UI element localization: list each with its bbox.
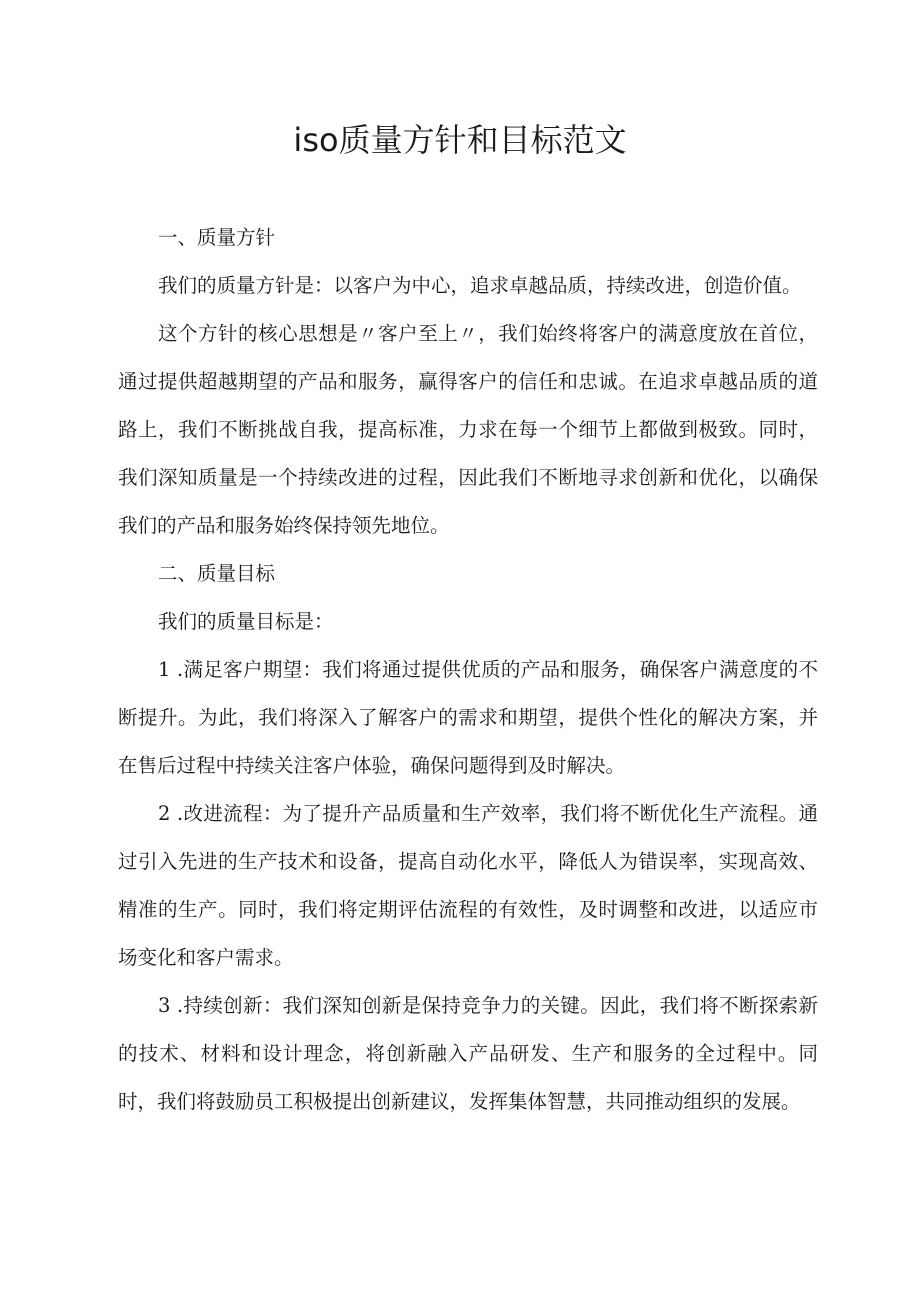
document-title: iso质量方针和目标范文: [293, 121, 627, 159]
section-heading-objectives: 二、质量目标: [158, 562, 276, 585]
list-item: 2 .改进流程：为了提升产品质量和生产效率，我们将不断优化生产流程。通过引入先进的生产技术和设备，提高自动化水平，降低人为错误率，实现高效、精准的生产。同时，我们将定期评估流程的有效性，及时调整和改进，以适应市场变化和客户需求。: [118, 802, 818, 969]
paragraph: 我们的质量方针是：以客户为中心，追求卓越品质，持续改进，创造价值。: [158, 274, 802, 297]
list-item: 1 .满足客户期望：我们将通过提供优质的产品和服务，确保客户满意度的不断提升。为此，我们将深入了解客户的需求和期望，提供个性化的解决方案，并在售后过程中持续关注客户体验，确保问题得到及时解决。: [118, 658, 818, 777]
paragraph: 这个方针的核心思想是〃客户至上〃，我们始终将客户的满意度放在首位，通过提供超越期望的产品和服务，赢得客户的信任和忠诚。在追求卓越品质的道路上，我们不断挑战自我，提高标准，力求在每一个细节上都做到极致。同时，我们深知质量是一个持续改进的过程，因此我们不断地寻求创新和优化，以确保我们的产品和服务始终保持领先地位。: [118, 322, 818, 537]
document-body: [118, 214, 818, 1126]
list-item: 3 .持续创新：我们深知创新是保持竞争力的关键。因此，我们将不断探索新的技术、材料和设计理念，将创新融入产品研发、生产和服务的全过程中。同时，我们将鼓励员工积极提出创新建议，发挥集体智慧，共同推动组织的发展。: [118, 994, 818, 1113]
paragraph: 我们的质量目标是：: [158, 610, 334, 633]
section-heading-policy: 一、质量方针: [158, 226, 276, 249]
